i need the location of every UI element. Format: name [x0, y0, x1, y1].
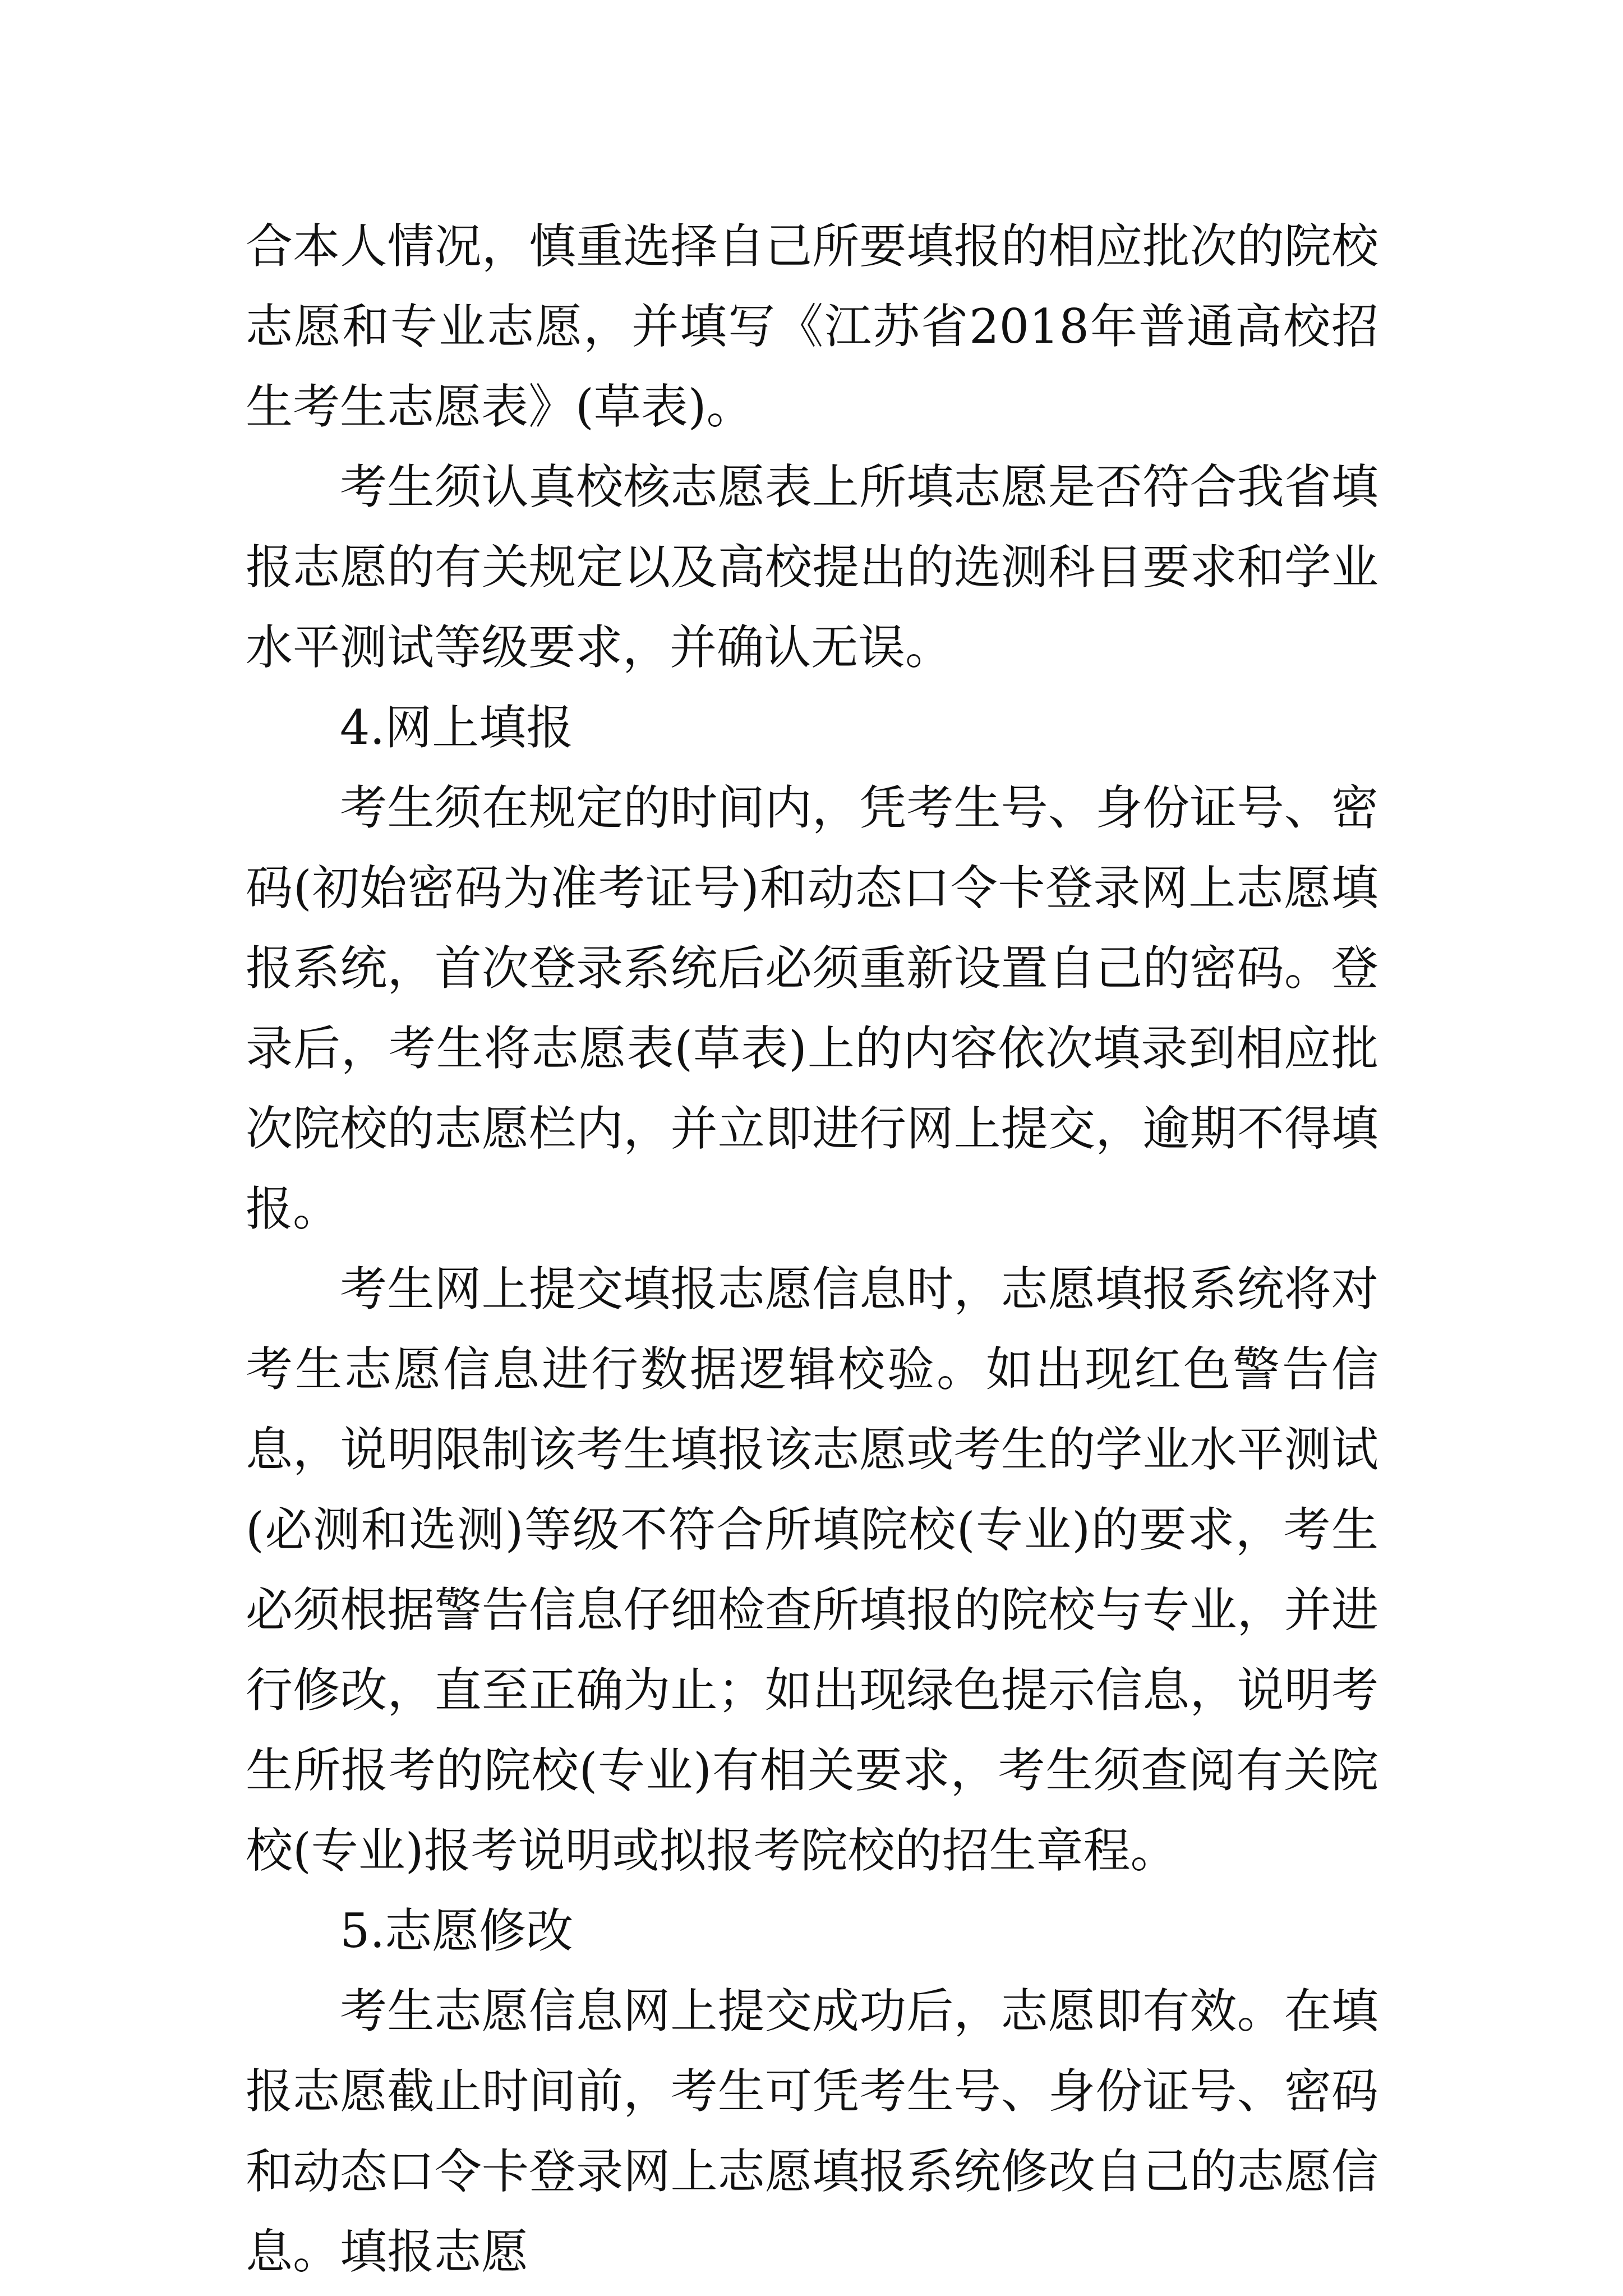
paragraph-online-filing: 考生须在规定的时间内，凭考生号、身份证号、密码(初始密码为准考证号)和动态口令卡登录网上志愿填报系统，首次登录系统后必须重新设置自己的密码。登录后，考生将志愿表(草表)上的内容依次填录到相应批次院校的志愿栏内，并立即进行网上提交，逾期不得填报。	[246, 780, 1378, 1236]
section-heading-online-filing: 4.网上填报	[340, 700, 574, 755]
paragraph-modification: 考生志愿信息网上提交成功后，志愿即有效。在填报志愿截止时间前，考生可凭考生号、身份证号、密码和动态口令卡登录网上志愿填报系统修改自己的志愿信息。填报志愿	[246, 1984, 1378, 2279]
document-body	[246, 206, 1378, 2292]
section-heading-modification: 5.志愿修改	[340, 1903, 574, 1958]
paragraph-verify-requirements: 考生须认真校核志愿表上所填志愿是否符合我省填报志愿的有关规定以及高校提出的选测科目要求和学业水平测试等级要求，并确认无误。	[246, 459, 1378, 675]
paragraph-validation: 考生网上提交填报志愿信息时，志愿填报系统将对考生志愿信息进行数据逻辑校验。如出现红色警告信息，说明限制该考生填报该志愿或考生的学业水平测试(必测和选测)等级不符合所填院校(专业)的要求，考生必须根据警告信息仔细检查所填报的院校与专业，并进行修改，直至正确为止；如出现绿色提示信息，说明考生所报考的院校(专业)有相关要求，考生须查阅有关院校(专业)报考说明或拟报考院校的招生章程。	[246, 1262, 1378, 1878]
paragraph-continuation: 合本人情况，慎重选择自己所要填报的相应批次的院校志愿和专业志愿，并填写《江苏省2018年普通高校招生考生志愿表》(草表)。	[246, 219, 1378, 434]
